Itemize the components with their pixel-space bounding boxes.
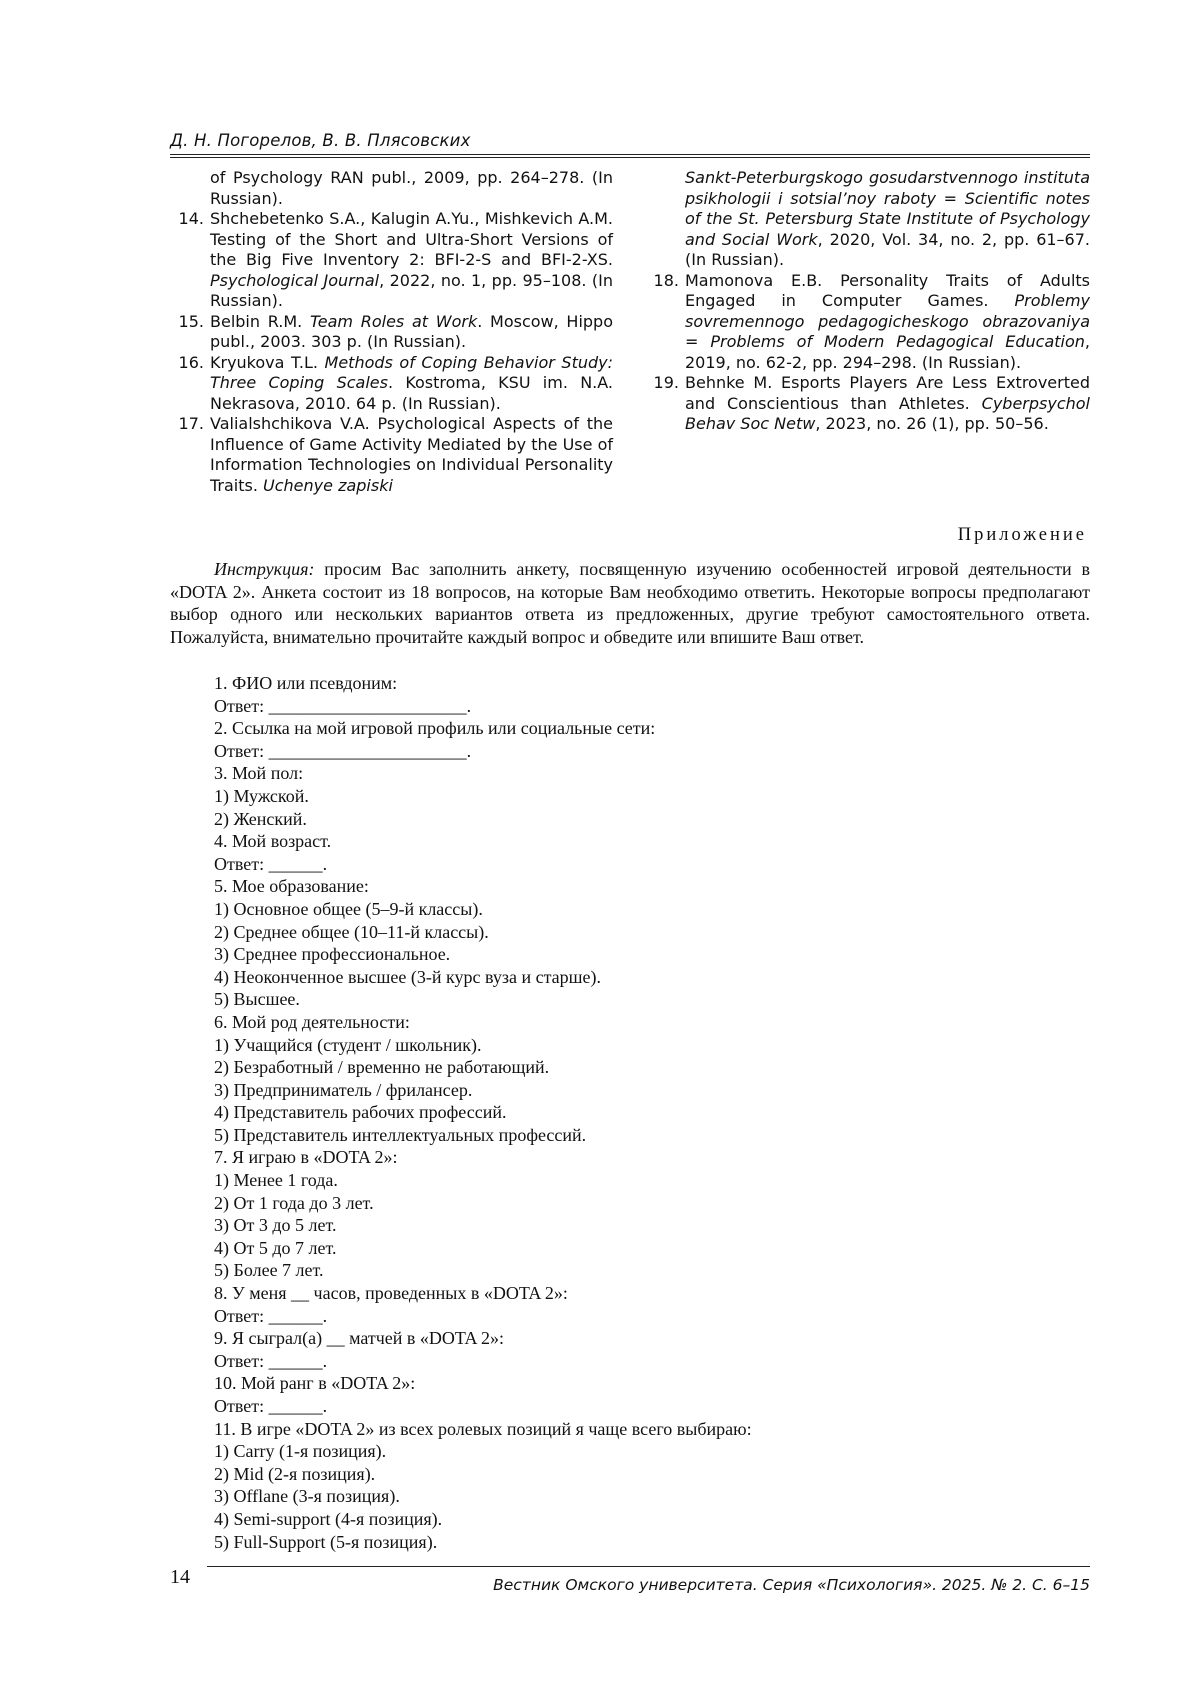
reference-text [210, 168, 613, 209]
questionnaire-line: 1) Мужской. [214, 785, 309, 806]
questionnaire-line: Ответ: ______________________. [214, 740, 472, 761]
reference-italic-part: Team Roles at Work [309, 311, 478, 331]
reference-item [645, 271, 1090, 374]
instruction-label: Инструкция: [214, 559, 315, 579]
questionnaire-line: Ответ: ______________________. [214, 695, 472, 716]
reference-part: , 2019, no. 62-2, pp. 294–298. (In Russian). [685, 332, 1090, 372]
reference-text [210, 312, 613, 353]
questionnaire [214, 672, 1084, 1553]
reference-item [170, 168, 613, 209]
page-number: 14 [170, 1566, 190, 1588]
questionnaire-line: 5) Full-Support (5-я позиция). [214, 1531, 438, 1552]
questionnaire-line: 10. Мой ранг в «DOTA 2»: [214, 1373, 416, 1394]
questionnaire-line: Ответ: ______. [214, 853, 328, 874]
reference-part: , 2020, Vol. 34, no. 2, pp. 61–67. (In Russian). [685, 229, 1090, 269]
reference-text [685, 373, 1090, 435]
reference-item [170, 209, 613, 312]
questionnaire-line: 1) Основное общее (5–9-й классы). [214, 898, 483, 919]
instruction-text: просим Вас заполнить анкету, посвященную изучению особенностей игровой деятельности в «DOTA 2». Анкета состоит из 18 вопросов, на которые Вам необходимо ответить. Некоторые вопросы предполагают выбор одного или нескольких вариантов ответа из предложенных, другие требуют самостоятельного ответа. Пожалуйста, внимательно прочитайте каждый вопрос и обведите или впишите Ваш ответ. [170, 559, 1090, 647]
reference-number: 15. [178, 311, 204, 331]
references-left-column [170, 168, 613, 496]
questionnaire-line: 4) Представитель рабочих профессий. [214, 1102, 507, 1123]
reference-item [645, 168, 1090, 271]
questionnaire-line: Ответ: ______. [214, 1305, 328, 1326]
reference-item [645, 373, 1090, 435]
running-header-authors: Д. Н. Погорелов, В. В. Плясовских [170, 131, 471, 150]
questionnaire-line: 4) Semi-support (4-я позиция). [214, 1508, 443, 1529]
questionnaire-line: Ответ: ______. [214, 1350, 328, 1371]
reference-number: 14. [178, 209, 204, 228]
reference-part: of Psychology RAN publ., 2009, pp. 264–278. (In Russian). [210, 168, 613, 208]
questionnaire-line: 3) Среднее профессиональное. [214, 944, 451, 965]
questionnaire-line: 5) Высшее. [214, 989, 300, 1010]
questionnaire-line: 3. Мой пол: [214, 763, 304, 784]
questionnaire-line: 8. У меня __ часов, проведенных в «DOTA 2»: [214, 1283, 568, 1304]
questionnaire-line: 2) Mid (2-я позиция). [214, 1463, 376, 1484]
questionnaire-line: 9. Я сыграл(а) __ матчей в «DOTA 2»: [214, 1328, 504, 1349]
reference-text [210, 414, 613, 496]
questionnaire-line: 5. Мое образование: [214, 876, 369, 897]
questionnaire-line: 1) Менее 1 года. [214, 1170, 338, 1191]
questionnaire-line: 5) Представитель интеллектуальных профессий. [214, 1124, 587, 1145]
reference-part: . Moscow, Hippo publ., 2003. 303 p. (In Russian). [210, 311, 614, 351]
reference-text [210, 209, 613, 312]
questionnaire-line: 2. Ссылка на мой игровой профиль или социальные сети: [214, 718, 656, 739]
reference-part: . Kostroma, KSU im. N.A. Nekrasova, 2010. 64 p. (In Russian). [210, 373, 614, 413]
reference-text [685, 168, 1090, 271]
reference-number: 16. [178, 352, 204, 372]
questionnaire-line: 2) Безработный / временно не работающий. [214, 1057, 550, 1078]
reference-item [170, 312, 613, 353]
reference-number: 19. [653, 373, 679, 392]
header-rule [170, 154, 1090, 155]
questionnaire-line: 3) От 3 до 5 лет. [214, 1215, 337, 1236]
appendix-instruction [170, 558, 1090, 648]
reference-text [210, 353, 613, 415]
questionnaire-line: 7. Я играю в «DOTA 2»: [214, 1147, 398, 1168]
reference-part: Kryukova T.L. [210, 352, 325, 372]
reference-text [685, 271, 1090, 374]
reference-item [170, 414, 613, 496]
questionnaire-line: Ответ: ______. [214, 1396, 328, 1416]
questionnaire-line: 4. Мой возраст. [214, 831, 332, 852]
questionnaire-line: 1) Carry (1-я позиция). [214, 1441, 387, 1462]
appendix-title: Приложение [957, 525, 1087, 545]
header-rule-thin [170, 157, 1090, 158]
reference-part: Mamonova E.B. Personality Traits of Adults Engaged in Computer Games. [685, 270, 1090, 310]
questionnaire-line: 11. В игре «DOTA 2» из всех ролевых позиций я чаще всего выбираю: [214, 1418, 752, 1439]
references-right-column [645, 168, 1090, 435]
questionnaire-line: 4) От 5 до 7 лет. [214, 1237, 337, 1258]
reference-part: , 2023, no. 26 (1), pp. 50–56. [815, 414, 1049, 433]
questionnaire-line: 5) Более 7 лет. [214, 1260, 324, 1281]
questionnaire-line: 1) Учащийся (студент / школьник). [214, 1034, 482, 1055]
questionnaire-line: 4) Неоконченное высшее (3-й курс вуза и старше). [214, 966, 602, 987]
reference-italic-part: Methods of Coping Behavior Study: Three Coping Scales [210, 352, 613, 392]
journal-footer: Вестник Омского университета. Серия «Психология». 2025. № 2. С. 6–15 [493, 1576, 1090, 1594]
reference-part: Valialshchikova V.A. Psychological Aspects of the Influence of Game Activity Mediated by the Use of Information Technologies on Individual Personality Traits. [210, 414, 613, 495]
questionnaire-line: 2) Среднее общее (10–11-й классы). [214, 921, 489, 942]
questionnaire-line: 3) Offlane (3-я позиция). [214, 1486, 400, 1507]
reference-italic-part: Cyberpsychol Behav Soc Netw [685, 393, 1090, 433]
questionnaire-line: 2) От 1 года до 3 лет. [214, 1192, 374, 1213]
reference-number: 17. [178, 414, 204, 433]
questionnaire-line: 3) Предприниматель / фрилансер. [214, 1079, 473, 1100]
questionnaire-line: 2) Женский. [214, 808, 307, 829]
reference-part: , 2022, no. 1, pp. 95–108. (In Russian). [210, 270, 614, 310]
reference-number: 18. [653, 270, 679, 290]
reference-item [170, 353, 613, 415]
reference-part: Behnke M. Esports Players Are Less Extroverted and Conscientious than Athletes. [685, 373, 1090, 413]
footer-rule [207, 1566, 1090, 1567]
reference-italic-part: Sankt-Peterburgskogo gosudarstvennogo instituta psikhologii i sotsial’noy raboty = Scientific notes of the St. Petersburg State Institute of Psychology and Social Work [685, 168, 1090, 249]
questionnaire-line: 1. ФИО или псевдоним: [214, 673, 398, 693]
reference-italic-part: Problemy sovremennogo pedagogicheskogo obrazovaniya = Problems of Modern Pedagogical Education [685, 291, 1090, 351]
reference-part: Shchebetenko S.A., Kalugin A.Yu., Mishkevich A.M. Testing of the Short and Ultra-Short Versions of the Big Five Inventory 2: BFI-2-S and BFI-2-XS. [210, 209, 613, 269]
questionnaire-line: 6. Мой род деятельности: [214, 1011, 410, 1032]
reference-italic-part: Psychological Journal [210, 270, 380, 290]
reference-italic-part: Uchenye zapiski [263, 475, 393, 495]
reference-part: Belbin R.M. [210, 311, 310, 331]
